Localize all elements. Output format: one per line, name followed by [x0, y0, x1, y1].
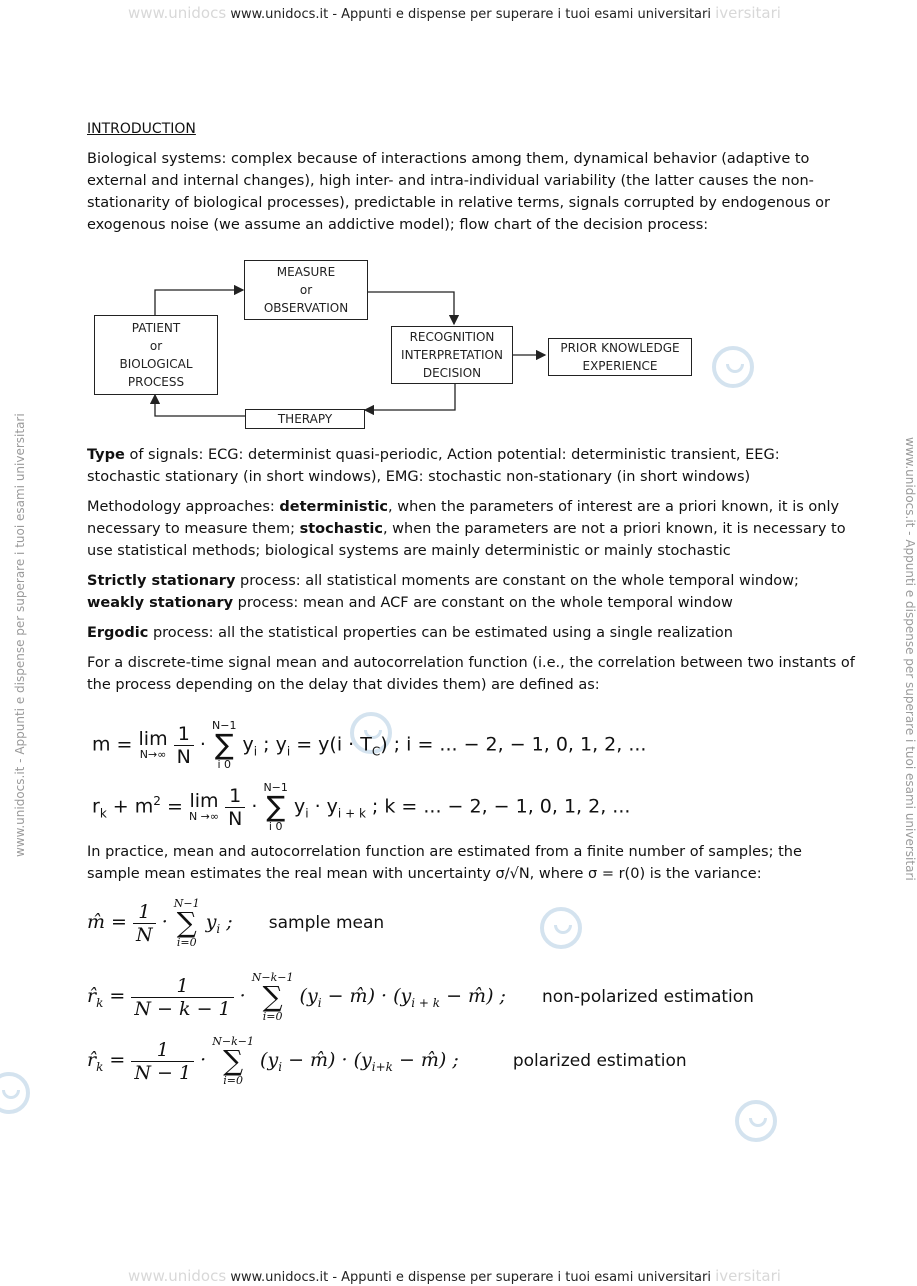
formula-text: = [160, 795, 183, 818]
formula-text: r̂ [87, 985, 97, 1007]
decision-flowchart [88, 258, 708, 433]
formula-den: N − k − 1 [134, 997, 231, 1020]
box-recognition-line: INTERPRETATION [401, 348, 503, 362]
formula-sub: i=0 [262, 1010, 283, 1023]
formula-text: (y [260, 1049, 279, 1071]
polarized-estimation-formula [87, 1036, 687, 1086]
formula-num: 1 [131, 975, 233, 998]
non-polarized-estimation-formula [87, 972, 754, 1022]
formula-text: r [92, 795, 100, 818]
stationary-paragraph [87, 570, 857, 614]
formula-sub: i 0 [217, 758, 231, 771]
watermark-top-text: www.unidocs.it - Appunti e dispense per superare i tuoi esami universitari [230, 7, 711, 22]
formula-sub: N−1 [212, 719, 237, 732]
formula-sub: i [286, 744, 291, 759]
box-patient [94, 315, 218, 395]
summation: N−k−1 ∑ i=0 [251, 971, 294, 1023]
unidocs-logo-icon [540, 907, 582, 949]
formula-label: polarized estimation [512, 1051, 687, 1071]
fraction [131, 1039, 194, 1084]
formula-text: ; k = ... − 2, − 1, 0, 1, 2, ... [365, 795, 631, 818]
formula-sub: i + k [337, 806, 366, 821]
bold-term: weakly stationary [87, 595, 234, 611]
fraction [174, 723, 194, 768]
box-patient-line: or [149, 339, 163, 353]
summation: N−k−1 ∑ i=0 [212, 1035, 254, 1087]
box-prior-line: PRIOR KNOWLEDGE [560, 341, 680, 355]
box-therapy [245, 409, 365, 429]
formula-sub: i [253, 744, 258, 759]
formula-num: 1 [225, 785, 245, 808]
limit [189, 792, 219, 822]
formula-num: 1 [131, 1039, 194, 1062]
practice-paragraph: In practice, mean and autocorrelation function are estimated from a finite number of samples; the sample mean estimates the real mean with uncertainty σ/√N, where σ = r(0) is the variance: [87, 844, 802, 882]
bold-term: Type [87, 447, 125, 463]
arrow-therapy-to-patient [155, 395, 245, 416]
formula-label: sample mean [268, 913, 385, 933]
formula-sub: k [96, 995, 104, 1010]
autocorrelation-definition-formula [92, 782, 630, 832]
limit [139, 730, 168, 760]
box-recognition-line: RECOGNITION [409, 330, 495, 344]
formula-text: ) ; i = ... − 2, − 1, 0, 1, 2, ... [380, 733, 647, 756]
bold-term: Ergodic [87, 625, 149, 641]
text-run: Methodology approaches: [87, 499, 280, 515]
methodology-paragraph [87, 496, 857, 562]
arrow-measure-to-recognition [368, 292, 454, 324]
box-recognition-line: DECISION [422, 366, 482, 380]
ergodic-paragraph [87, 622, 857, 644]
formula-text: = [103, 985, 126, 1007]
formula-sub: k [96, 1059, 104, 1074]
text-run: process: all statistical moments are constant on the whole temporal window; [235, 573, 799, 589]
watermark-top [0, 4, 909, 22]
formula-den: N [228, 807, 243, 830]
bold-term: deterministic [279, 499, 389, 515]
mean-definition-formula [92, 720, 646, 770]
watermark-right-vertical: www.unidocs.it - Appunti e dispense per superare i tuoi esami universitari [903, 437, 917, 881]
formula-text: − m̂) ; [392, 1049, 459, 1071]
formula-text: · [200, 1049, 207, 1071]
formula-sub: i + k [411, 995, 441, 1010]
formula-text: = [103, 1049, 126, 1071]
watermark-ghost-right: iversitari [715, 4, 781, 22]
formula-den: N − 1 [134, 1061, 192, 1084]
formula-text: m = [92, 733, 133, 756]
practice-section [87, 841, 857, 893]
formula-sub: N→∞ [139, 748, 167, 761]
signal-types-paragraph [87, 444, 857, 488]
watermark-bottom [0, 1267, 909, 1285]
formula-text: lim [138, 728, 168, 750]
formula-sub: N →∞ [188, 810, 220, 823]
formula-text: y [205, 911, 217, 933]
formula-text: ; [220, 911, 233, 933]
formula-sub: i+k [371, 1059, 393, 1074]
formula-sub: i [317, 995, 322, 1010]
formula-den: N [136, 923, 153, 946]
formula-text: · [199, 733, 206, 756]
formula-num: 1 [174, 723, 194, 746]
box-prior-line: EXPERIENCE [582, 359, 658, 373]
formula-sub: i [305, 806, 309, 821]
formula-text: · [251, 795, 258, 818]
formula-sub: N−1 [173, 897, 200, 910]
arrow-patient-to-measure [155, 290, 243, 315]
discrete-time-paragraph: For a discrete-time signal mean and autocorrelation function (i.e., the correlation between two instants of the process depending on the delay that divides them) are defined as: [87, 655, 855, 693]
formula-text: − m̂) · (y [282, 1049, 372, 1071]
box-patient-line: PATIENT [131, 321, 181, 335]
unidocs-logo-icon [712, 346, 754, 388]
formula-sup: 2 [153, 794, 161, 809]
watermark-ghost-left: www.unidocs [128, 1267, 227, 1285]
text-run: of signals: ECG: determinist quasi-periodic, Action potential: deterministic transient, EEG: stochastic stationary (in short windows), EMG: stochastic non-stationary (in short windows) [87, 447, 780, 485]
formula-den: N [176, 745, 191, 768]
intro-paragraph: Biological systems: complex because of interactions among them, dynamical behavior (adaptive to external and internal changes), high inter- and intra-individual variability (the latter causes the non-stationarity of biological processes), predictable in relative terms, signals corrupted by endogenous or exogenous noise (we assume an addictive model); flow chart of the decision process: [87, 151, 831, 233]
formula-text: = y(i · T [290, 733, 372, 756]
box-therapy-label: THERAPY [277, 412, 333, 426]
text-run: , when the parameters are not a priori known, it is necessary to use statistical methods; biological systems are mainly deterministic or mainly stochastic [87, 521, 846, 559]
watermark-left-vertical: www.unidocs.it - Appunti e dispense per superare i tuoi esami universitari [13, 413, 27, 857]
formula-sub: N−1 [263, 781, 288, 794]
text-run: process: mean and ACF are constant on the whole temporal window [233, 595, 733, 611]
formula-text: − m̂) ; [440, 985, 506, 1007]
summation: N−1 ∑ i=0 [173, 897, 200, 949]
unidocs-logo-icon [0, 1072, 30, 1114]
formula-sub: C [371, 744, 381, 759]
formula-text: · [239, 985, 246, 1007]
watermark-bottom-text: www.unidocs.it - Appunti e dispense per superare i tuoi esami universitari [230, 1270, 711, 1285]
formula-text: · y [308, 795, 338, 818]
text-run: process: all the statistical properties can be estimated using a single realization [148, 625, 733, 641]
formula-text: m̂ = [87, 911, 127, 933]
formula-text: y [242, 733, 254, 756]
arrow-recognition-to-therapy [365, 384, 455, 410]
box-prior-knowledge [548, 338, 692, 376]
box-measure-line: or [299, 283, 313, 297]
formula-text: · [161, 911, 168, 933]
box-measure [244, 260, 368, 320]
summation: N−1 ∑ i 0 [212, 719, 237, 771]
formula-sub: N−k−1 [251, 971, 294, 984]
formula-text: ; y [257, 733, 287, 756]
formula-text: lim [189, 790, 219, 812]
box-patient-line: BIOLOGICAL [119, 357, 193, 371]
section-heading: INTRODUCTION [87, 121, 196, 137]
box-patient-line: PROCESS [127, 375, 185, 389]
formula-text: r̂ [87, 1049, 97, 1071]
formula-text: − m̂) · (y [321, 985, 412, 1007]
formula-num: 1 [133, 901, 156, 924]
formula-sub: i 0 [268, 820, 283, 833]
formula-text: (y [299, 985, 318, 1007]
summation: N−1 ∑ i 0 [263, 781, 288, 833]
document-body-lower [87, 444, 857, 704]
text-run: , when the parameters of interest are a priori known, it is only necessary to measure them; [87, 499, 840, 537]
formula-text: + m [106, 795, 154, 818]
fraction [225, 785, 245, 830]
watermark-ghost-left: www.unidocs [128, 4, 227, 22]
formula-label: non-polarized estimation [541, 987, 754, 1007]
box-measure-line: MEASURE [276, 265, 336, 279]
formula-sub: i [278, 1059, 283, 1074]
sample-mean-formula [87, 898, 384, 948]
bold-term: stochastic [299, 521, 383, 537]
formula-sub: N−k−1 [212, 1035, 254, 1048]
fraction [131, 975, 233, 1020]
box-measure-line: OBSERVATION [263, 301, 349, 315]
bold-term: Strictly stationary [87, 573, 236, 589]
watermark-ghost-right: iversitari [715, 1267, 781, 1285]
formula-sub: i=0 [223, 1074, 243, 1087]
document-body [87, 118, 857, 244]
formula-sub: i [216, 921, 221, 936]
box-recognition [391, 326, 513, 384]
formula-sub: i=0 [176, 936, 197, 949]
fraction [133, 901, 156, 946]
formula-text: y [293, 795, 306, 818]
unidocs-logo-icon [735, 1100, 777, 1142]
formula-sub: k [99, 806, 107, 821]
